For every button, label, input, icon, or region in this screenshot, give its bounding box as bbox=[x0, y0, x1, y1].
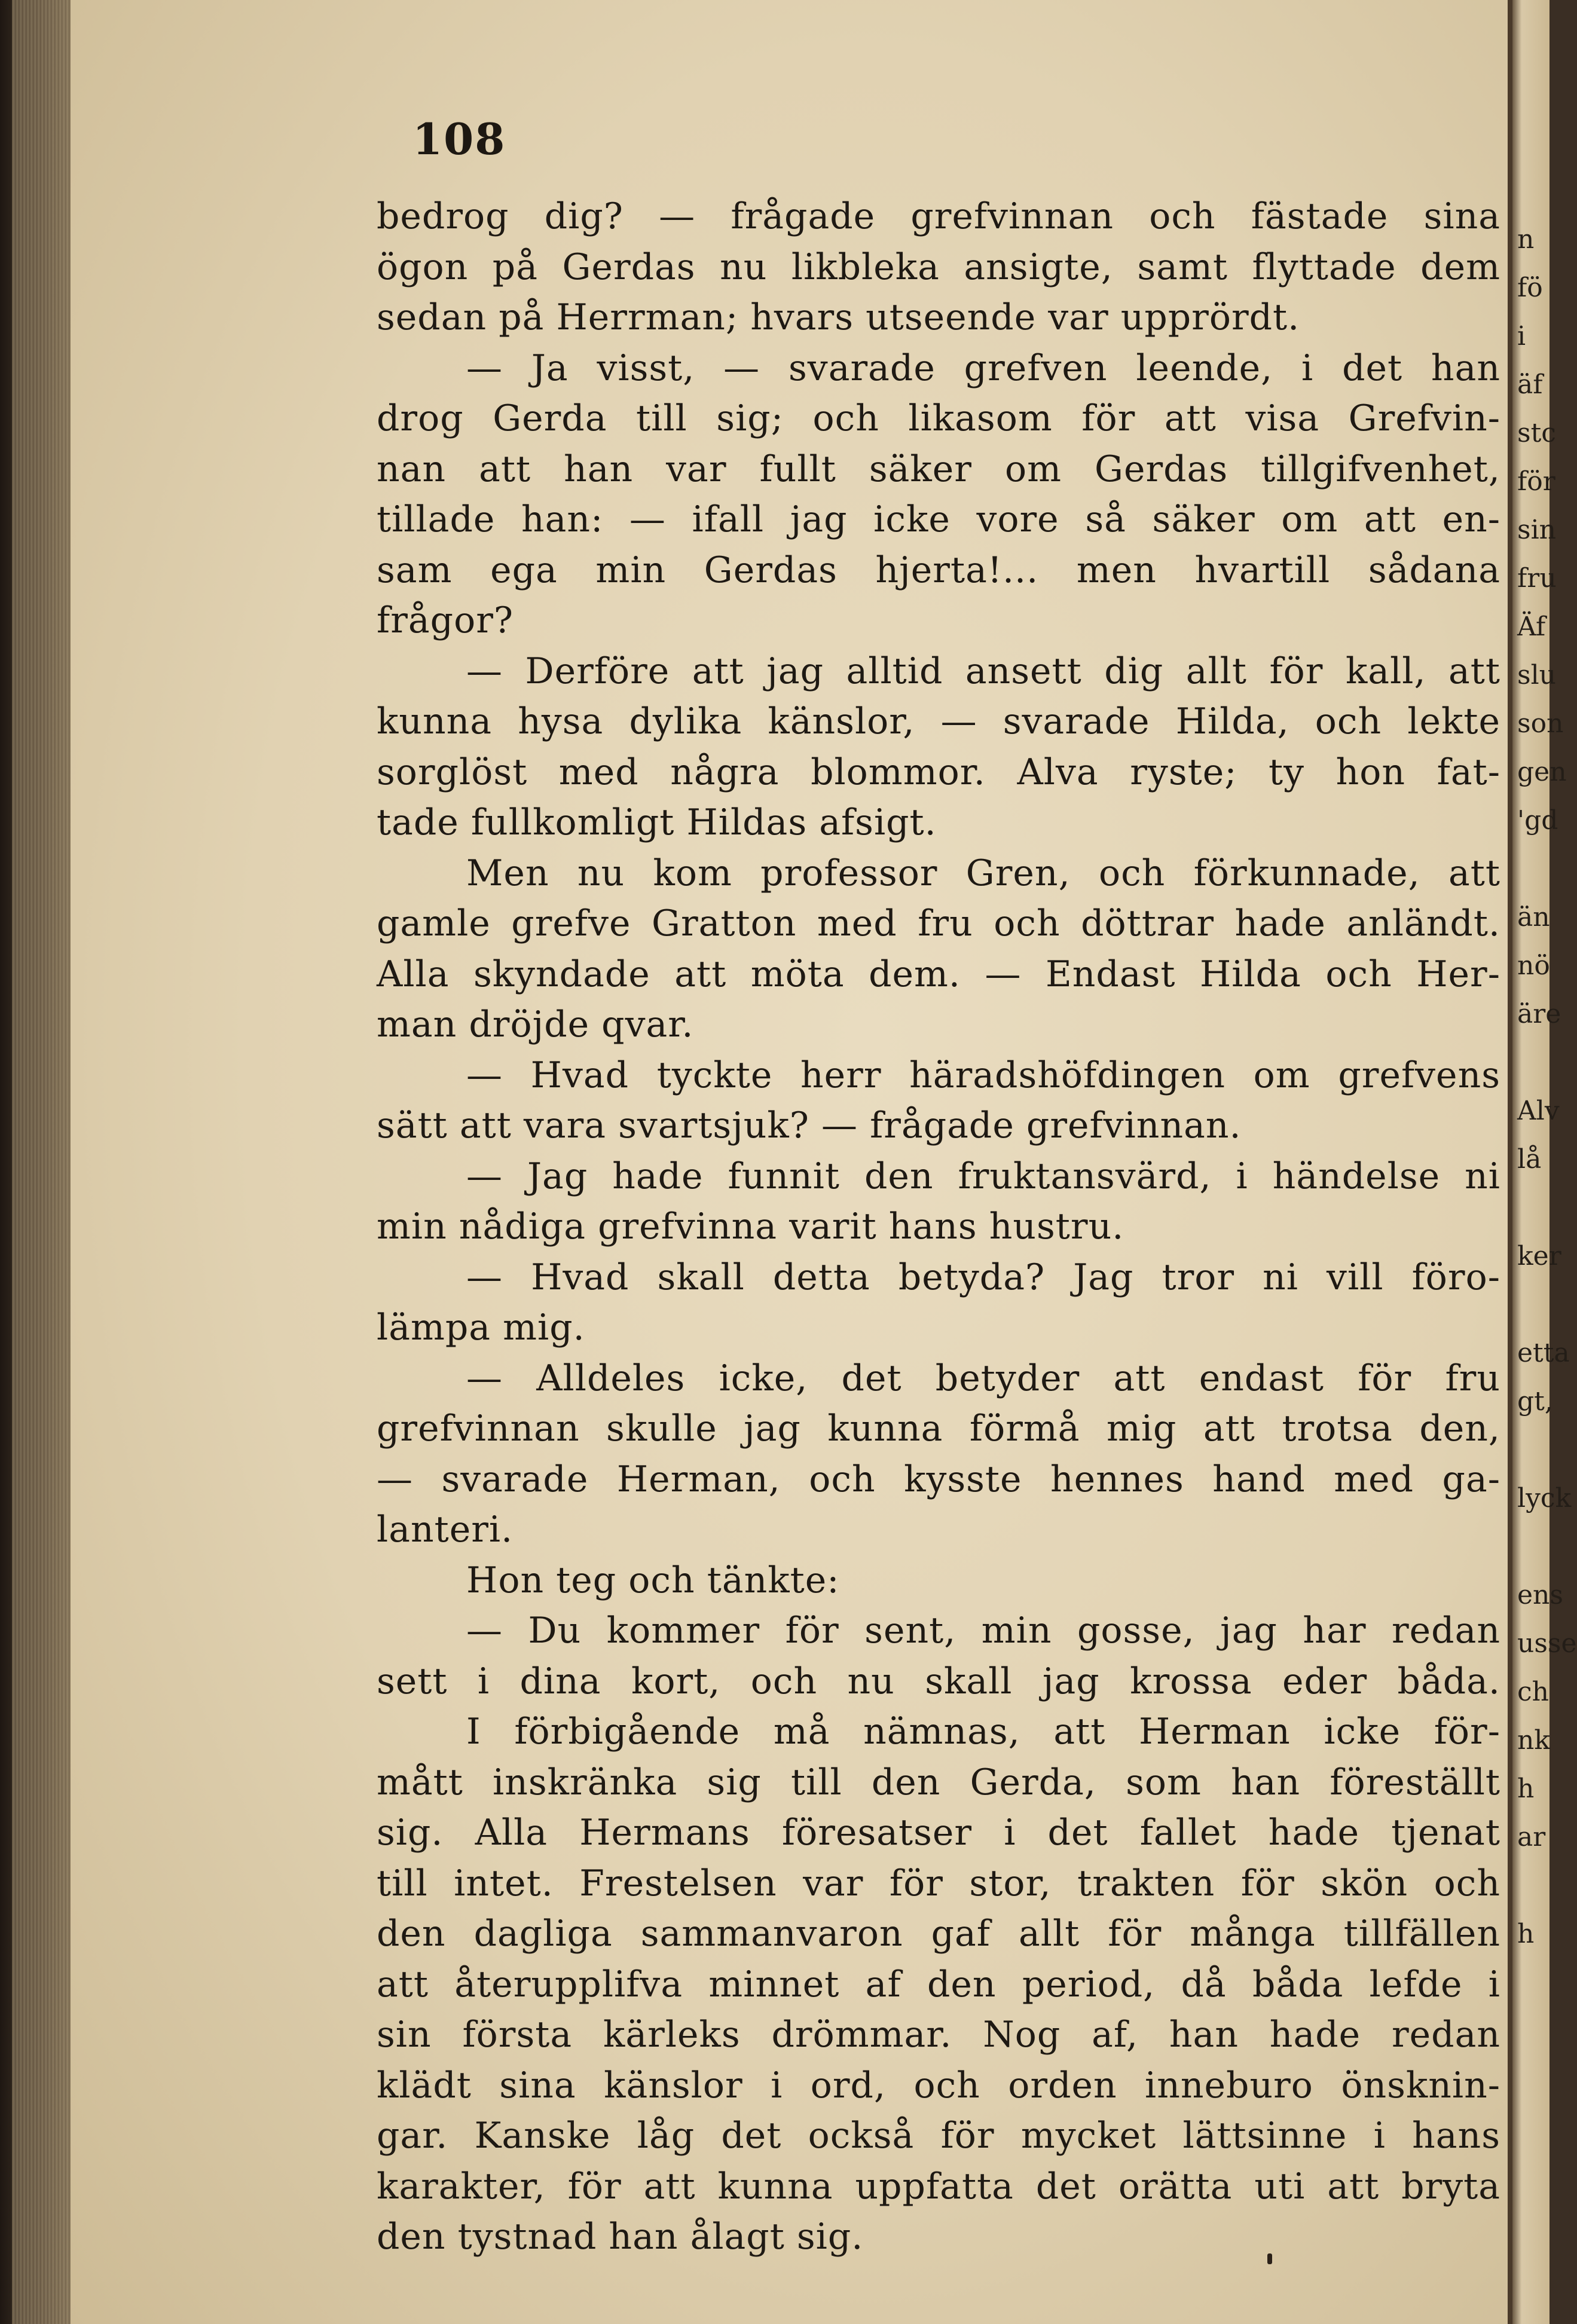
text-line: — svarade Herman, och kysste hennes hand med ga- bbox=[377, 1458, 1500, 1500]
facing-fragment: fru bbox=[1517, 563, 1557, 594]
text-line: karakter, för att kunna uppfatta det orätta uti att bryta bbox=[377, 2165, 1500, 2207]
text-line: sätt att vara svartsjuk? — frågade grefvinnan. bbox=[377, 1105, 1242, 1146]
facing-fragment: usse bbox=[1517, 1628, 1577, 1659]
text-line: sett i dina kort, och nu skall jag krossa eder båda. bbox=[377, 1660, 1500, 1702]
text-line: Alla skyndade att möta dem. — Endast Hilda och Her- bbox=[377, 953, 1500, 995]
text-line: tillade han: — ifall jag icke vore så säker om att en- bbox=[377, 499, 1500, 540]
text-line: — Hvad skall detta betyda? Jag tror ni vill föro- bbox=[466, 1256, 1500, 1298]
text-line: — Hvad tyckte herr häradshöfdingen om grefvens bbox=[466, 1054, 1500, 1096]
page-number: 108 bbox=[412, 114, 506, 164]
text-line: ögon på Gerdas nu likbleka ansigte, samt flyttade dem bbox=[377, 246, 1500, 288]
text-line: — Ja visst, — svarade grefven leende, i det han bbox=[466, 347, 1500, 389]
facing-fragment bbox=[1517, 1426, 1553, 1474]
text-line: lanteri. bbox=[377, 1509, 514, 1551]
facing-fragment: gen bbox=[1517, 757, 1567, 787]
page-edges bbox=[12, 0, 78, 2324]
facing-fragment: gt, bbox=[1517, 1386, 1553, 1417]
text-line: Hon teg och tänkte: bbox=[466, 1559, 840, 1601]
text-line: klädt sina känslor i ord, och orden inneburo önsknin- bbox=[377, 2064, 1500, 2106]
text-line: sig. Alla Hermans föresatser i det fallet hade tjenat bbox=[377, 1812, 1500, 1854]
facing-fragment: för bbox=[1517, 466, 1555, 497]
text-line: — Derföre att jag alltid ansett dig allt för kall, att bbox=[466, 650, 1500, 692]
text-line: — Du kommer för sent, min gosse, jag har redan bbox=[466, 1610, 1500, 1652]
text-line: Men nu kom professor Gren, och förkunnade, att bbox=[466, 852, 1500, 894]
text-line: — Alldeles icke, det betyder att endast för fru bbox=[466, 1357, 1500, 1399]
text-line: gar. Kanske låg det också för mycket lättsinne i hans bbox=[377, 2115, 1500, 2157]
facing-fragment: lå bbox=[1517, 1144, 1542, 1175]
facing-page bbox=[1512, 0, 1577, 2324]
text-line: grefvinnan skulle jag kunna förmå mig att trotsa den, bbox=[377, 1408, 1500, 1450]
facing-fragment: ker bbox=[1517, 1241, 1561, 1271]
text-line: sorglöst med några blommor. Alva ryste; ty hon fat- bbox=[377, 751, 1500, 793]
facing-fragment: slu bbox=[1517, 660, 1556, 690]
text-line: mått inskränka sig till den Gerda, som han föreställt bbox=[377, 1761, 1500, 1803]
facing-fragment bbox=[1517, 1038, 1553, 1087]
facing-fragment: fö bbox=[1517, 273, 1543, 303]
facing-fragment: ch bbox=[1517, 1677, 1549, 1707]
facing-fragment: ens bbox=[1517, 1580, 1563, 1610]
facing-fragment: sin bbox=[1517, 515, 1556, 545]
facing-fragment: nö bbox=[1517, 950, 1550, 981]
facing-fragment: h bbox=[1517, 1919, 1535, 1949]
facing-fragment: ar bbox=[1517, 1822, 1546, 1852]
facing-fragment bbox=[1517, 1280, 1553, 1329]
text-line: kunna hysa dylika känslor, — svarade Hilda, och lekte bbox=[377, 701, 1500, 742]
facing-fragment: h bbox=[1517, 1773, 1535, 1804]
facing-fragment: stc bbox=[1517, 418, 1556, 448]
body-text bbox=[377, 191, 1500, 2262]
facing-fragment bbox=[1517, 1184, 1553, 1232]
text-line: min nådiga grefvinna varit hans hustru. bbox=[377, 1206, 1124, 1247]
text-line: den dagliga sammanvaron gaf allt för många tillfällen bbox=[377, 1913, 1500, 1955]
facing-fragment: etta bbox=[1517, 1338, 1570, 1368]
text-line: sedan på Herrman; hvars utseende var upprördt. bbox=[377, 296, 1300, 338]
facing-fragment bbox=[1517, 845, 1553, 893]
text-line: nan att han var fullt säker om Gerdas tillgifvenhet, bbox=[377, 448, 1500, 490]
text-line: att återupplifva minnet af den period, då båda lefde i bbox=[377, 1963, 1500, 2005]
text-line: bedrog dig? — frågade grefvinnan och fästade sina bbox=[377, 195, 1500, 237]
text-line: I förbigående må nämnas, att Herman icke för- bbox=[466, 1711, 1500, 1753]
facing-fragment: Alv bbox=[1517, 1096, 1560, 1126]
text-line: gamle grefve Gratton med fru och döttrar hade anländt. bbox=[377, 903, 1500, 944]
facing-fragment: äf bbox=[1517, 369, 1543, 400]
facing-fragment: än bbox=[1517, 902, 1550, 932]
text-line: till intet. Frestelsen var för stor, trakten för skön och bbox=[377, 1862, 1500, 1904]
text-line: tade fullkomligt Hildas afsigt. bbox=[377, 802, 937, 843]
facing-page-text bbox=[1517, 215, 1577, 1958]
facing-fragment: 'gd bbox=[1517, 805, 1558, 836]
facing-fragment: äre bbox=[1517, 999, 1561, 1029]
text-line: drog Gerda till sig; och likasom för att visa Grefvin- bbox=[377, 397, 1500, 439]
facing-fragment: lyck bbox=[1517, 1483, 1572, 1513]
facing-fragment: Äf bbox=[1517, 611, 1546, 642]
text-line: — Jag hade funnit den fruktansvärd, i händelse ni bbox=[466, 1155, 1500, 1197]
facing-fragment bbox=[1517, 1861, 1553, 1910]
text-line: lämpa mig. bbox=[377, 1307, 585, 1348]
text-line: sam ega min Gerdas hjerta!... men hvartill sådana bbox=[377, 549, 1500, 591]
facing-fragment bbox=[1517, 1522, 1553, 1571]
ink-speck bbox=[1267, 2253, 1272, 2264]
facing-fragment: n bbox=[1517, 224, 1535, 255]
text-line: sin första kärleks drömmar. Nog af, han hade redan bbox=[377, 2014, 1500, 2056]
facing-fragment: i bbox=[1517, 321, 1526, 351]
text-line: frågor? bbox=[377, 600, 514, 641]
facing-fragment: son bbox=[1517, 708, 1564, 739]
text-line: den tystnad han ålagt sig. bbox=[377, 2216, 864, 2258]
facing-fragment: nk bbox=[1517, 1725, 1550, 1756]
text-line: man dröjde qvar. bbox=[377, 1004, 694, 1045]
